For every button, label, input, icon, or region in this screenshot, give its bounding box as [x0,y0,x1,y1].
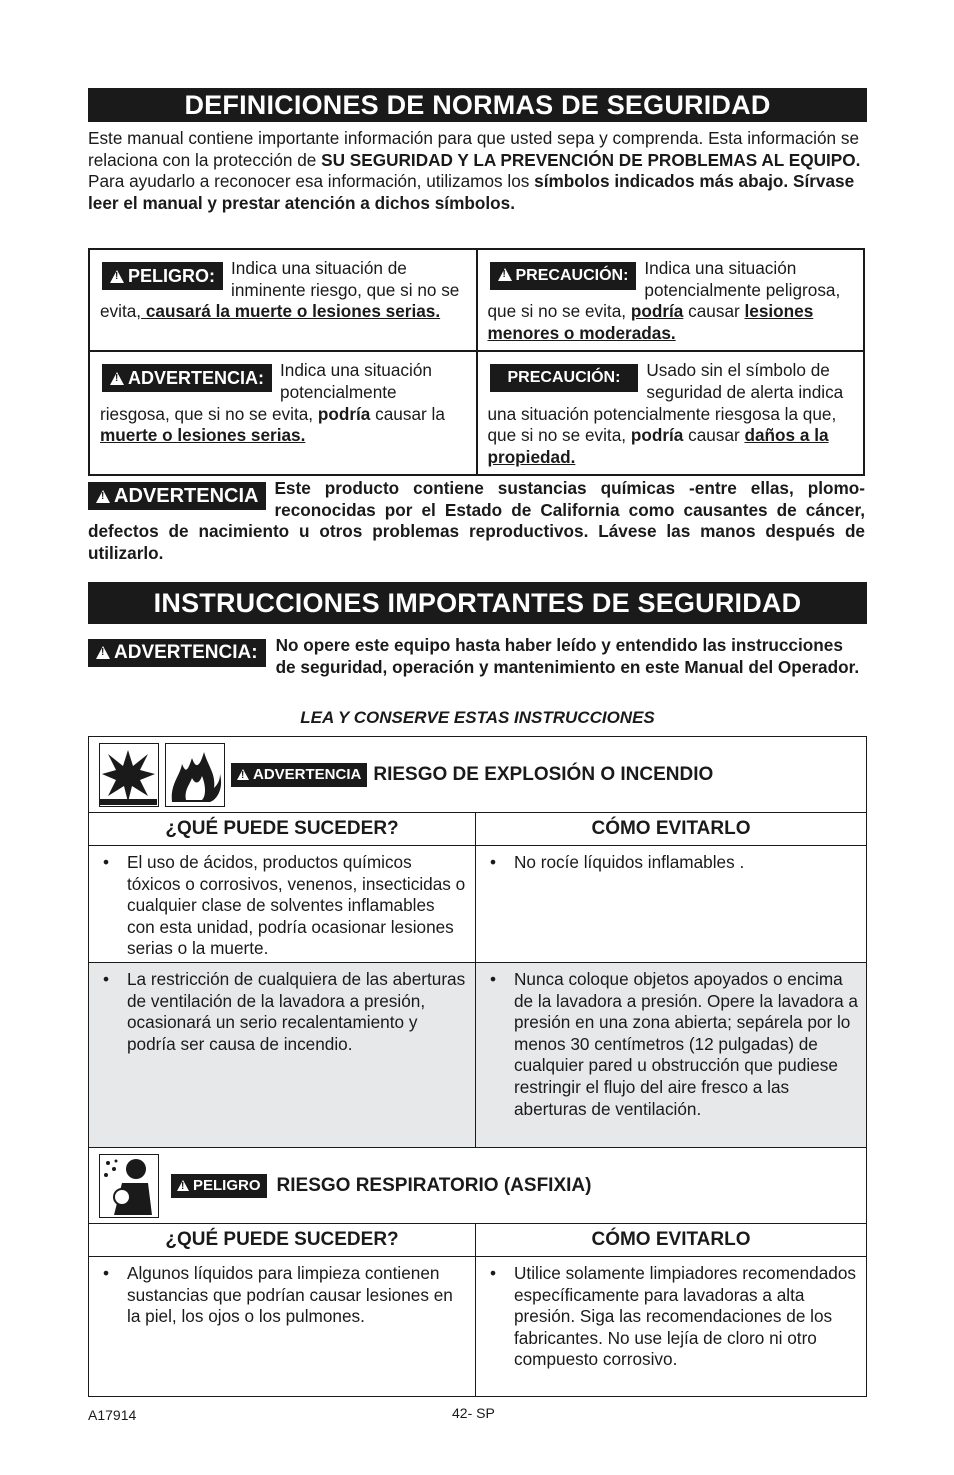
hazard-header-respiratory [89,1148,866,1224]
peligro-badge [102,262,223,290]
alert-triangle-icon [110,270,124,283]
peligro-label: PELIGRO: [128,266,216,286]
how-cell: • No rocíe líquidos inflamables . [490,852,745,872]
what-cell: • El uso de ácidos, productos químicos tóxicos o corrosivos, venenos, insecticidas o cualquier clase de solventes inflamables con esta unidad, podría ocasionar lesiones serias o la muerte. [89,846,476,962]
precaucion-badge [490,262,637,290]
respiratory-danger-badge [171,1174,267,1198]
what-text: Algunos líquidos para limpieza contienen sustancias que podrían causar lesiones en la piel, los ojos o los pulmones. [127,1263,453,1327]
precaucion2-bold-1: podría [630,425,684,446]
advertencia-badge [102,364,272,392]
def-precaucion-sin-simbolo [477,351,865,475]
what-text: La restricción de cualquiera de las aberturas de ventilación de la lavadora a presión, ocasionará un serio recalentamiento y podría ser causa de incendio. [127,969,466,1054]
alert-triangle-icon [177,1180,189,1191]
section-title-instrucciones: INSTRUCCIONES IMPORTANTES DE SEGURIDAD [88,582,867,624]
how-text: No rocíe líquidos inflamables . [514,852,745,872]
precaucion2-text-1: Usado sin el símbolo de seguridad de alerta indica una situación potencialmente riesgosa la que, que si no se evita, [487,360,844,446]
what-cell: • Algunos líquidos para limpieza contienen sustancias que podrían causar lesiones en la piel, los ojos o los pulmones. [89,1257,476,1396]
intro-bold-2: símbolos indicados más abajo. Sírvase leer el manual y prestar atención a dichos símbolos. [88,171,855,213]
intro-paragraph [88,128,867,214]
section-title-definiciones: DEFINICIONES DE NORMAS DE SEGURIDAD [88,88,867,122]
explosion-icon [99,743,159,807]
col-how-to-avoid: CÓMO EVITARLO [591,818,751,839]
precaucion-label: PRECAUCIÓN: [515,267,629,284]
prop65-text: Este producto contiene sustancias químicas -entre ellas, plomo- reconocidas por el Estado de California como causantes de cáncer, defectos de nacimiento u otros problemas reproductivos. Lávese las manos después de utilizarlo. [88,478,865,563]
intro-text-2: Para ayudarlo a reconocer esa información, utilizamos los [88,171,535,192]
precaucion-text-1: Indica una situación potencialmente peligrosa, que si no se evita, [487,258,841,322]
what-cell: • La restricción de cualquiera de las aberturas de ventilación de la lavadora a presión, ocasionará un serio recalentamiento y podría ser causa de incendio. [89,963,476,1147]
what-text: El uso de ácidos, productos químicos tóxicos o corrosivos, venenos, insecticidas o cualquier clase de solventes inflamables con esta unidad, podría ocasionar lesiones serias o la muerte. [127,852,466,959]
alert-triangle-icon [237,769,249,780]
alert-triangle-icon [96,490,110,503]
alert-triangle-icon [96,646,110,659]
prop65-label: ADVERTENCIA [114,485,259,507]
respiratory-hazard-icon [99,1154,159,1218]
table-row [89,846,866,963]
advertencia-bold-1: podría [317,403,371,424]
peligro-text: Indica una situación de inminente riesgo, que si no se evita, [100,258,460,322]
page-number: 42- SP [452,1405,495,1421]
advertencia-label: ADVERTENCIA: [128,368,265,389]
definitions-table [88,248,865,476]
respiratory-columns-header [89,1224,866,1257]
explosion-warning-badge [231,763,367,787]
operator-warning-label: ADVERTENCIA: [114,642,258,663]
explosion-columns-header [89,813,866,846]
table-row [89,963,866,1148]
col-how-to-avoid: CÓMO EVITARLO [591,1229,751,1250]
intro-text-1: Este manual contiene importante información para que usted sepa y comprenda. Esta información se relaciona con la protección de [88,128,860,170]
respiratory-hazard-title: RIESGO RESPIRATORIO (ASFIXIA) [276,1174,592,1196]
precaucion-text-2: causar [683,301,745,322]
advertencia-text-1: Indica una situación potencialmente riesgosa, que si no se evita, [100,360,432,424]
alert-triangle-icon [498,268,512,281]
fire-icon [165,743,225,807]
precaucion-bold-2: lesiones menores o moderadas. [487,301,814,343]
precaucion-bold-1: podría [630,301,684,322]
table-row [89,1257,866,1396]
col-what-happens: ¿QUÉ PUEDE SUCEDER? [89,813,476,845]
hazard-header-explosion [89,737,866,813]
precaucion2-bold-2: daños a la propiedad. [487,425,829,467]
how-cell: • Nunca coloque objetos apoyados o encima de la lavadora a presión. Opere la lavadora a presión en una zona abierta; sepárela por lo menos 30 centímetros (12 pulgadas) de cualquier pared u obstrucción que pudiese restringir el flujo del aire fresco a las aberturas de ventilación. [490,969,858,1119]
alert-triangle-icon [110,372,124,385]
precaucion2-badge [490,364,639,392]
precaucion2-text-2: causar [683,425,745,446]
prop65-warning [88,478,865,564]
hazard-table-explosion [88,736,867,1397]
respiratory-danger-label: PELIGRO [193,1176,261,1194]
explosion-hazard-title: RIESGO DE EXPLOSIÓN O INCENDIO [373,763,714,785]
operator-warning [88,635,867,678]
how-text: Nunca coloque objetos apoyados o encima de la lavadora a presión. Opere la lavadora a presión en una zona abierta; sepárela por lo menos 30 centímetros (12 pulgadas) de cualquier pared u obstrucción que pudiese restringir el flujo del aire fresco a las aberturas de ventilación. [514,969,858,1119]
peligro-bold: causará la muerte o lesiones serias. [141,301,441,322]
col-what-happens: ¿QUÉ PUEDE SUCEDER? [89,1224,476,1256]
how-text: Utilice solamente limpiadores recomendados específicamente para lavadoras a alta presión. Siga las recomendaciones de los fabricantes. No use lejía de cloro ni otro compuesto corrosivo. [514,1263,857,1370]
read-and-keep: LEA Y CONSERVE ESTAS INSTRUCCIONES [300,708,655,727]
how-cell: • Utilice solamente limpiadores recomendados específicamente para lavadoras a alta presión. Siga las recomendaciones de los fabricantes. No use lejía de cloro ni otro compuesto corrosivo. [490,1263,857,1370]
def-precaucion [477,249,865,351]
explosion-warning-label: ADVERTENCIA [253,765,362,783]
precaucion2-label: PRECAUCIÓN: [507,369,621,387]
operator-warning-badge [88,639,266,667]
advertencia-text-2: causar la [370,403,445,424]
def-advertencia [89,351,477,475]
document-code: A17914 [88,1407,137,1423]
def-peligro [89,249,477,351]
operator-warning-text: No opere este equipo hasta haber leído y entendido las instrucciones de seguridad, operación y mantenimiento en este Manual del Operador. [275,635,860,677]
advertencia-bold-2: muerte o lesiones serias. [100,425,306,446]
prop65-badge [88,482,266,510]
intro-bold-1: SU SEGURIDAD Y LA PREVENCIÓN DE PROBLEMAS AL EQUIPO. [321,149,861,170]
